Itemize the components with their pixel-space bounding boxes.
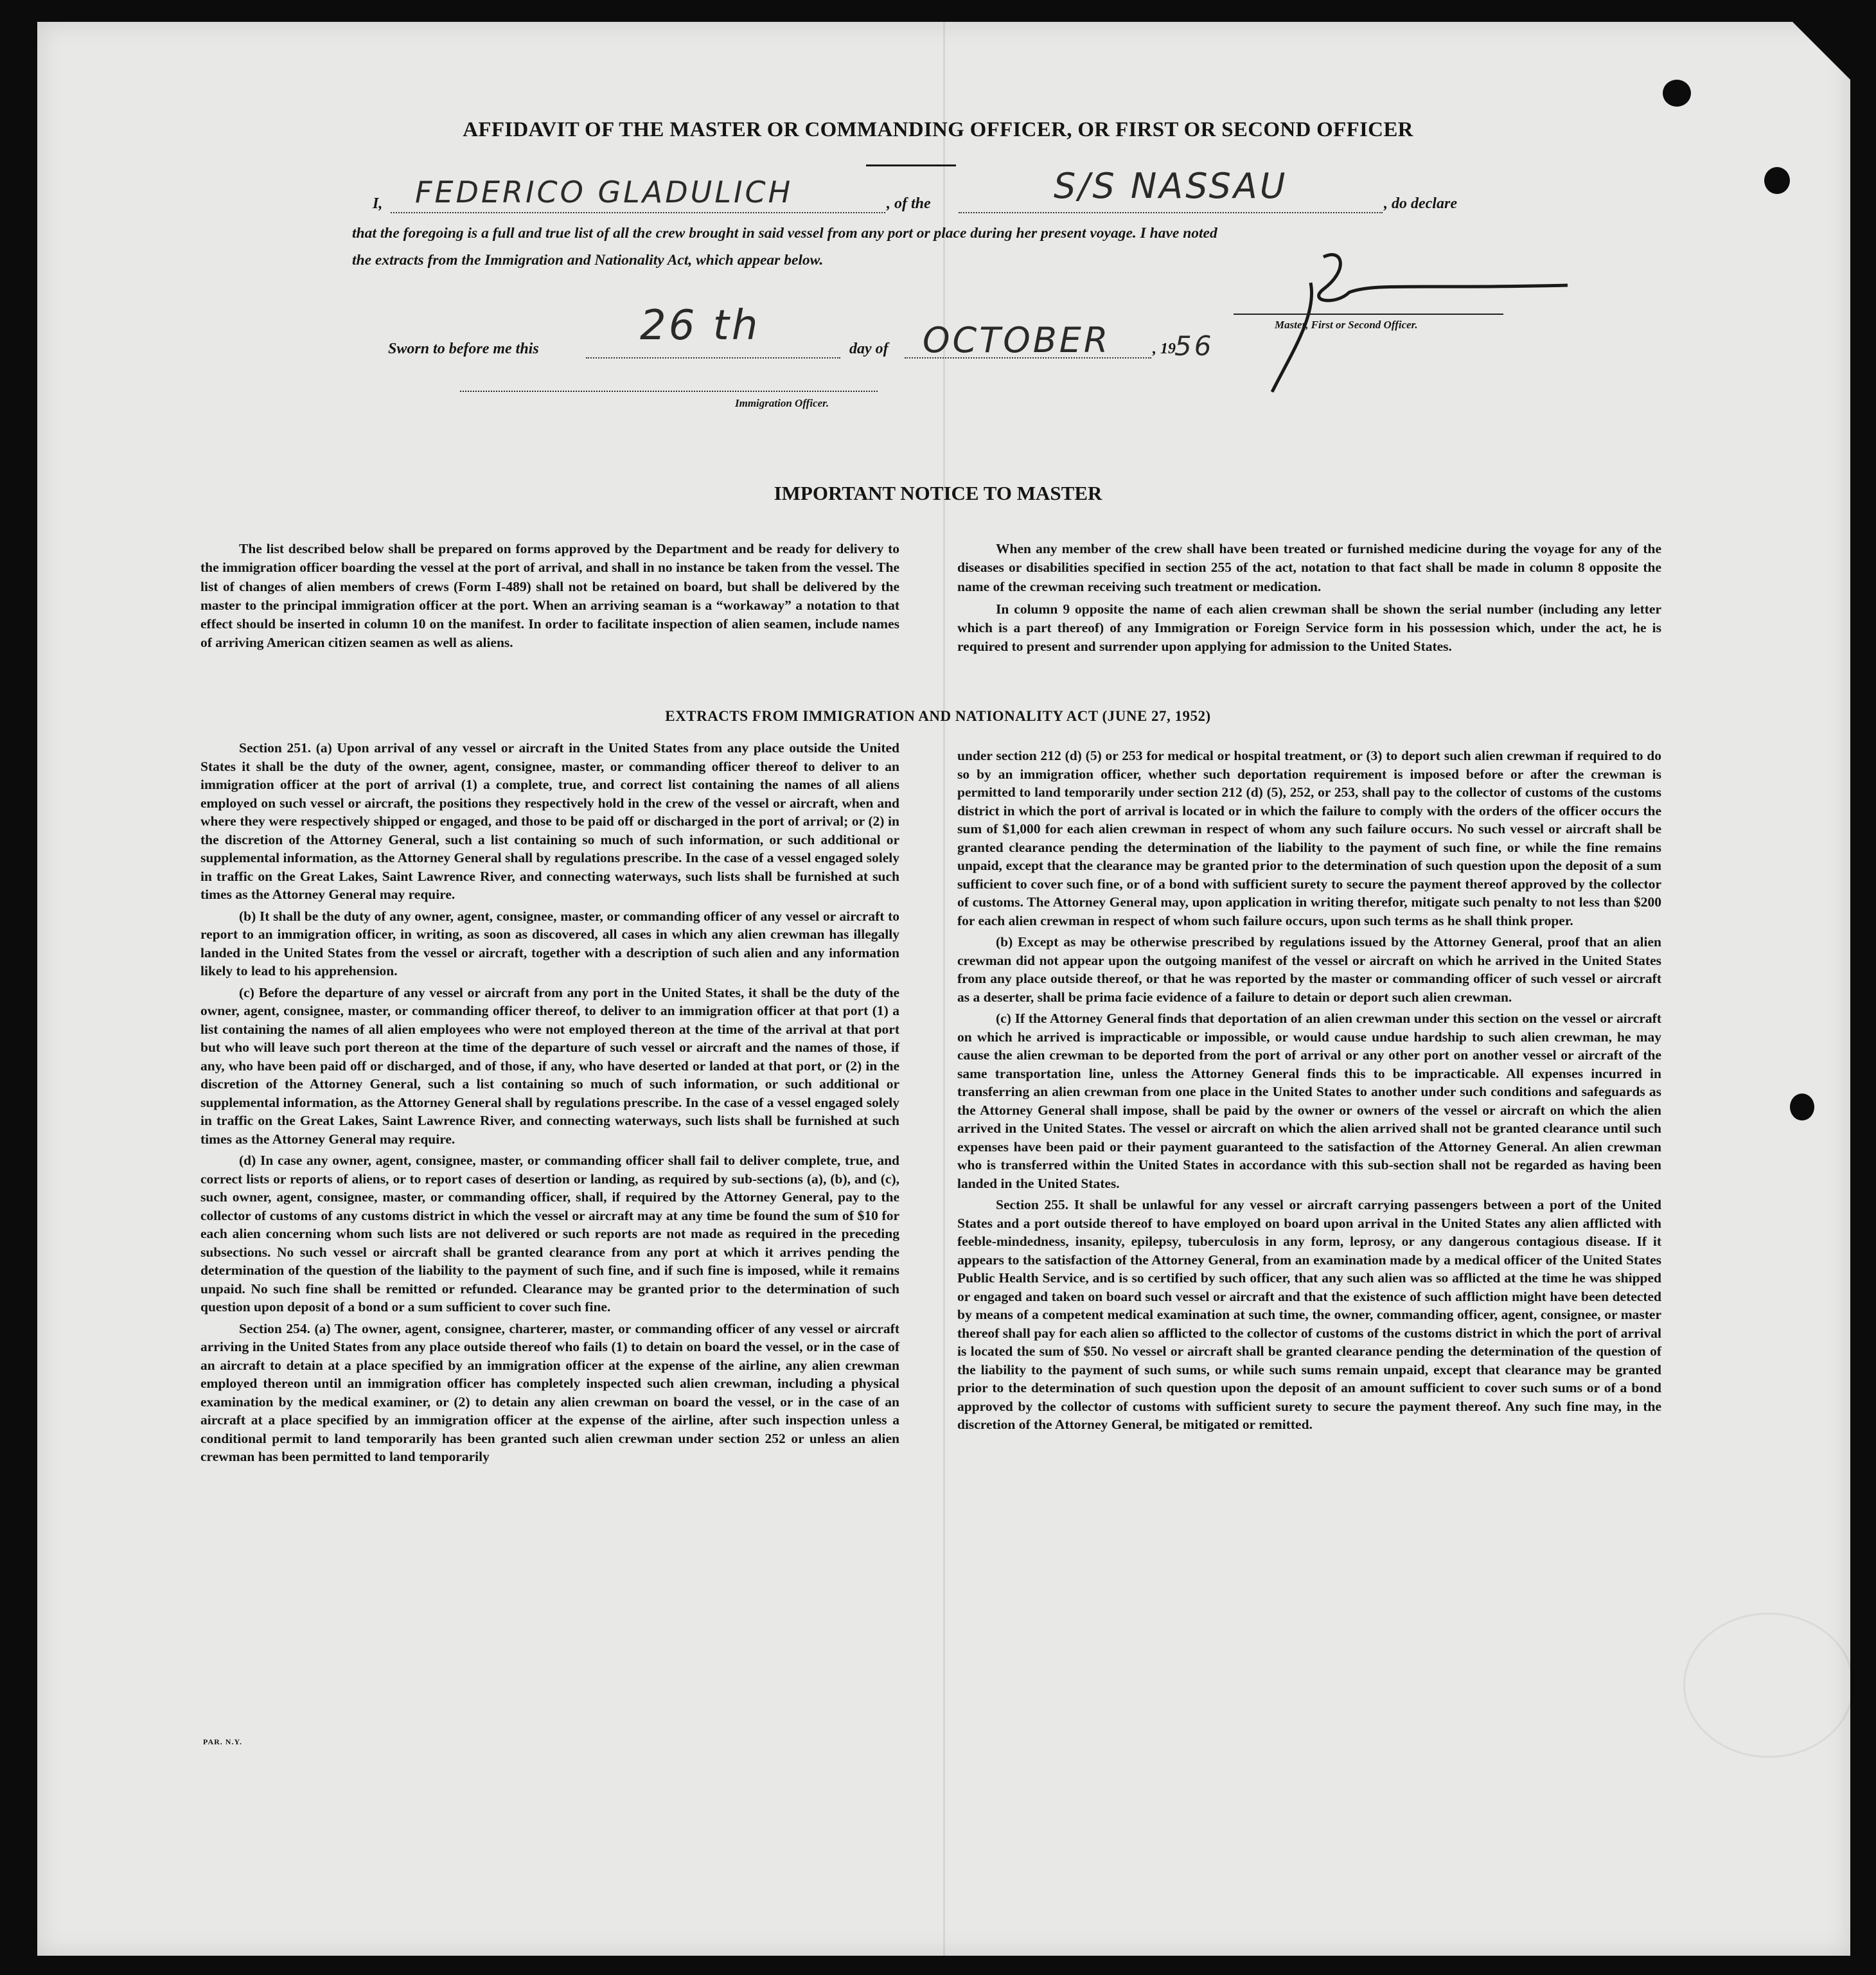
notice-left-column <box>200 540 899 653</box>
statement-line-2: the extracts from the Immigration and Nationality Act, which appear below. <box>352 252 824 269</box>
do-declare-label: , do declare <box>1384 195 1457 212</box>
vessel-name-line <box>959 212 1383 213</box>
master-caption: Master, First or Second Officer. <box>1275 319 1418 331</box>
sworn-label: Sworn to before me this <box>388 341 539 357</box>
section-254-c: (c) If the Attorney General finds that deportation of an alien crewman under this section on the vessel or aircraft on which he arrived is impracticable or impossible, or would cause undue hardship to such alien crewman, he may cause the alien crewman to be deported from the port of arrival or any other port on another vessel or aircraft of the same transportation line, unless the Attorney General finds this to be impracticable. All expenses incurred in transferring an alien crewman from one place in the United States to another under such conditions and safeguards as the Attorney General shall impose, shall be paid by the owner or owners of the vessel or aircraft on which the alien arrived in the United States. The vessel or aircraft on which the alien arrived shall not be granted clearance until such expenses have been paid or their payment guaranteed to the satisfaction of the Attorney General. An alien crewman who is transferred within the United States in accordance with this sub-section shall not be regarded as having been landed in the United States. <box>957 1011 1661 1191</box>
extracts-left-column <box>200 739 899 1466</box>
punch-hole-upper <box>1764 167 1790 194</box>
day-of-label: day of <box>849 341 889 357</box>
master-signature-line <box>1234 314 1503 315</box>
day-handwritten: 26 th <box>640 302 761 350</box>
fold-line <box>943 22 945 1956</box>
section-254-b: (b) Except as may be otherwise prescribed by regulations issued by the Attorney General, proof that an alien crewman did not appear upon the outgoing manifest of the vessel or aircraft on which he arrived in the United States from any place outside thereof, or that he was reported by the master or commanding officer of such vessel or aircraft as a deserter, shall be prima facie evidence of a failure to detain or deport such alien crewman. <box>957 934 1661 1005</box>
notice-title: IMPORTANT NOTICE TO MASTER <box>774 482 1102 504</box>
printer-mark: PAR. N.Y. <box>203 1737 243 1746</box>
section-251-a: Section 251. (a) Upon arrival of any vessel or aircraft in the United States from any place outside the United States it shall be the duty of the owner, agent, consignee, master, or commanding officer thereof to deliver to an immigration officer at the port of arrival (1) a complete, true, and correct list containing the names of all aliens employed on such vessel or aircraft, the positions they respectively hold in the crew of the vessel or aircraft, when and where they were respectively shipped or engaged, and those to be paid off or discharged in the port of arrival; or (2) in the discretion of the Attorney General, such a list containing so much of such information, or such additional or supplemental information, as the Attorney General shall by regulations prescribe. In the case of a vessel engaged solely in traffic on the Great Lakes, Saint Lawrence River, and connecting waterways, such lists shall be furnished at such times as the Attorney General may require. <box>200 740 899 902</box>
year-handwritten: 56 <box>1174 330 1214 362</box>
punch-hole-right <box>1790 1094 1814 1120</box>
immigration-caption: Immigration Officer. <box>735 397 829 409</box>
punch-hole-top <box>1663 80 1691 107</box>
faint-stamp <box>1683 1613 1854 1758</box>
section-251-b: (b) It shall be the duty of any owner, agent, consignee, master, or commanding officer of any vessel or aircraft to report to an immigration officer, in writing, as soon as discovered, all cases in which any alien crewman has illegally landed in the United States from the vessel or aircraft, together with a description of such alien and any information likely to lead to his apprehension. <box>200 908 899 979</box>
of-the-label: , of the <box>887 195 931 212</box>
extracts-right-column <box>957 747 1661 1434</box>
notice-left-paragraph: The list described below shall be prepared on forms approved by the Department and be ready for delivery to the immigration officer boarding the vessel at the port of arrival, and shall in no instance be taken from the vessel. The list of changes of alien members of crews (Form I-489) shall not be retained on board, but shall be delivered by the master to the principal immigration officer at the port. When an arriving seaman is a “workaway” a notation to that effect should be inserted in column 10 on the manifest. In order to facilitate inspection of alien seamen, include names of arriving American citizen seamen as well as aliens. <box>200 541 899 651</box>
year-prefix: , 19 <box>1153 341 1176 357</box>
master-name-handwritten: FEDERICO GLADULICH <box>415 175 793 209</box>
day-line <box>586 357 840 359</box>
torn-corner <box>1792 22 1850 80</box>
immigration-signature-line <box>460 391 878 392</box>
i-label: I, <box>373 195 383 212</box>
section-251-d: (d) In case any owner, agent, consignee, master, or commanding officer shall fail to deliver complete, true, and correct lists or reports of aliens, or to report cases of desertion or landing, as required by sub-sections (a), (b), and (c), such owner, agent, consignee, master, or commanding officer, shall, if required by the Attorney General, pay to the collector of customs of any customs district in which the vessel or aircraft may at any time be found the sum of $10 for each alien concerning whom such lists are not delivered or such reports are not made as required in the preceding subsections. No such vessel or aircraft shall be granted clearance from any port at which it arrives pending the determination of the question of the liability to the payment of such fine, and if such fine is imposed, while it remains unpaid. No such fine shall be remitted or refunded. Clearance may be granted prior to the determination of such question upon deposit of a bond or a sum sufficient to cover such fine. <box>200 1153 899 1315</box>
vessel-name-handwritten: S/S NASSAU <box>1054 166 1288 206</box>
section-254-a-continued: under section 212 (d) (5) or 253 for medical or hospital treatment, or (3) to deport such alien crewman if required to do so by an immigration officer, whether such deportation requirement is imposed before or after the crewman is permitted to land temporarily under section 212 (d) (5), 252, or 253, shall pay to the collector of customs of the customs district in which the port of arrival is located or in which the failure to comply with the orders of the officer occurs the sum of $1,000 for each alien crewman in respect of whom any such failure occurs. No such vessel or aircraft shall be granted clearance pending the determination of the liability to the payment of such fine, or while the fine remains unpaid, except that the clearance may be granted prior to the determination of such question upon the deposit of a sum sufficient to cover such fine, or of a bond with sufficient surety to secure the payment thereof approved by the collector of customs. The Attorney General may, upon application in writing therefor, mitigate such penalty to not less than $200 for each alien crewman in respect of whom such failure occurs, upon such terms as he shall think proper. <box>957 748 1661 928</box>
notice-right-paragraph-2: In column 9 opposite the name of each alien crewman shall be shown the serial number (including any letter which is a part thereof) of any Immigration or Foreign Service form in his possession which, under the act, he is required to present and surrender upon applying for admission to the United States. <box>957 601 1661 655</box>
notice-right-paragraph-1: When any member of the crew shall have been treated or furnished medicine during the voyage for any of the diseases or disabilities specified in section 255 of the act, notation to that fact shall be made in column 8 opposite the name of the crewman receiving such treatment or medication. <box>957 541 1661 594</box>
section-254-a: Section 254. (a) The owner, agent, consignee, charterer, master, or commanding officer of any vessel or aircraft arriving in the United States from any place outside thereof who fails (1) to detain on board the vessel, or in the case of an aircraft to detain at a place specified by an immigration officer at the expense of the airline, any alien crewman employed thereon until an immigration officer has completely inspected such alien crewman, including a physical examination by the medical examiner, or (2) to detain any alien crewman on board the vessel, or in the case of an aircraft at a place specified by an immigration officer at the expense of the airline, after such inspection unless a conditional permit to land temporarily has been granted such alien crewman under section 252 or unless an alien crewman has been permitted to land temporarily <box>200 1320 899 1464</box>
notice-right-column <box>957 540 1661 657</box>
section-255: Section 255. It shall be unlawful for any vessel or aircraft carrying passengers between a port of the United States and a port outside thereof to have employed on board upon arrival in the United States any alien afflicted with feeble-mindedness, insanity, epilepsy, tuberculosis in any form, leprosy, or any dangerous contagious disease. If it appears to the satisfaction of the Attorney General, from an examination made by a medical officer of the United States Public Health Service, and is so certified by such officer, that any such alien was so afflicted at the time he was shipped or engaged and taken on board such vessel or aircraft and that the existence of such affliction might have been detected by means of a competent medical examination at such time, the owner, commanding officer, agent, consignee, or master thereof shall pay for each alien so afflicted to the collector of customs of the customs district in which the port of arrival is located the sum of $50. No vessel or aircraft shall be granted clearance pending the determination of the question of the liability to the payment of such sums, or while such sums remain unpaid, except that clearance may be granted prior to the determination of such question upon the deposit of an amount sufficient to cover such sums or of a bond approved by the collector of customs with sufficient surety to secure the payment thereof. Any such fine may, in the discretion of the Attorney General, be mitigated or remitted. <box>957 1197 1661 1432</box>
title-rule <box>866 164 956 166</box>
statement-line-1: that the foregoing is a full and true list of all the crew brought in said vessel from any port or place during her present voyage. I have noted <box>352 225 1217 242</box>
extracts-title: EXTRACTS FROM IMMIGRATION AND NATIONALITY ACT (JUNE 27, 1952) <box>665 708 1211 724</box>
month-handwritten: OCTOBER <box>923 320 1111 360</box>
section-251-c: (c) Before the departure of any vessel or aircraft from any port in the United States, it shall be the duty of the owner, agent, consignee, master, or commanding officer thereof, to deliver to an immigration officer at that port (1) a list containing the names of all alien employees who were not employed thereon at the time of the arrival at that port but who will leave such port thereon at the time of the departure of such vessel or aircraft and the names of those, if any, who have been paid off or discharged, and of those, if any, who have deserted or landed at that port, or (2) in the discretion of the Attorney General, such a list containing so much of such information, or such additional or supplemental information, as the Attorney General shall by regulations prescribe. In the case of a vessel engaged solely in traffic on the Great Lakes, Saint Lawrence River, and connecting waterways, such lists shall be furnished at such times as the Attorney General may require. <box>200 984 899 1147</box>
affidavit-title: AFFIDAVIT OF THE MASTER OR COMMANDING OFFICER, OR FIRST OR SECOND OFFICER <box>463 118 1413 141</box>
master-name-line <box>391 212 885 213</box>
